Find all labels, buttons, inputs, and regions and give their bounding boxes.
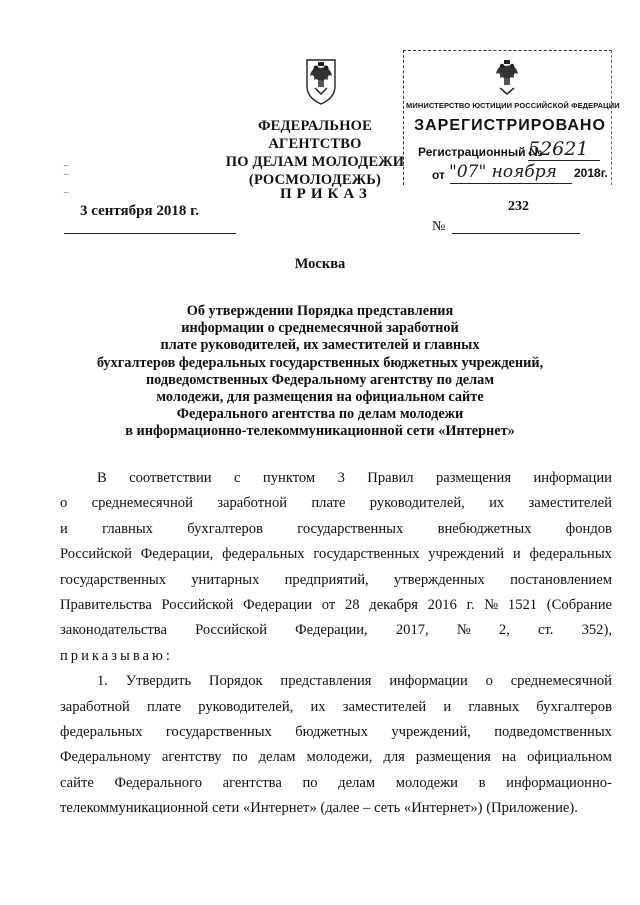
document-body [60,466,612,822]
word: фондов [565,520,612,537]
title-line: в информационно-телекоммуникационной сети «Интернет» [125,423,515,440]
word: государственных [313,546,420,563]
word: № [456,622,471,639]
stamp-date-label: от [432,168,445,182]
word: 352), [581,622,612,639]
agency-name-line1: ФЕДЕРАЛЬНОЕ АГЕНТСТВО [257,118,373,152]
document-type: ПРИКАЗ [280,186,372,202]
preamble-line [60,517,612,542]
document-date: 3 сентября 2018 г. [80,203,200,219]
word: бюджетных [295,724,368,741]
title-line: Об утверждении Порядка представления [186,303,454,319]
document-city: Москва [294,256,346,272]
word: государственных [297,520,404,537]
word: плате [311,495,346,512]
preamble-line [60,568,612,593]
word: Правил [367,470,414,486]
word: 2016 [427,597,457,614]
word: официальном [527,749,612,766]
document-title [80,303,560,441]
word: государственных [165,724,272,741]
order-word: приказываю: [60,647,173,664]
word: внебюджетных [437,520,532,537]
word: о [60,495,68,512]
word: учреждений [428,546,505,563]
word: и [60,520,68,537]
word: государственных [60,571,167,588]
word: декабря [369,597,418,614]
word: 2017, [395,622,429,639]
document-number: 232 [508,199,529,214]
number-underline [452,233,580,234]
margin-marks: – – – [64,160,69,197]
word: молодежи [395,774,458,791]
word: 3 [337,470,345,486]
preamble-line [60,593,612,618]
item-1-paragraph [60,669,612,796]
word: информационно- [506,774,612,791]
word: агентства [222,774,282,791]
item-1-line [60,695,612,720]
word: В [97,470,107,486]
word: Федерации, [295,622,368,639]
word: их [489,495,505,512]
title-line: плате руководителей, их заместителей и главных [160,337,480,354]
word: информации [533,470,612,486]
word: плате [147,698,182,715]
word: заработной [217,495,288,512]
word: заработной [60,698,130,715]
word: сайте [60,774,94,791]
word: информации [389,673,468,690]
word: делам [338,774,376,791]
word: агентству [161,749,222,766]
word: (Собрание [546,597,612,614]
stamp-registered-label: ЗАРЕГИСТРИРОВАНО [414,117,606,134]
stamp-reg-number-line [528,160,600,161]
word: утвержденных [393,571,485,588]
word: Федерации, [140,546,214,563]
word: Правительства [60,597,152,614]
word: Порядок [208,673,263,690]
word: о [485,673,493,690]
item-1-last-line [60,796,612,821]
word: № [484,597,499,614]
agency-name-line2: ПО ДЕЛАМ МОЛОДЕЖИ [225,154,405,170]
item-1-line [60,669,612,694]
word: предприятий, [284,571,369,588]
word: руководителей, [198,698,294,715]
word: федеральных [529,546,612,563]
word: Российской [161,597,234,614]
word: 1. [97,673,108,690]
word: главных [468,698,520,715]
word: постановлением [510,571,612,588]
stamp-date-handwritten: "07" ноября [449,162,557,182]
word: соответствии [129,470,212,486]
word: заместителей [342,698,427,715]
stamp-emblem [490,58,524,98]
word: подведомственных [494,724,612,741]
stamp-date-line [450,183,572,184]
word: среднемесячной [510,673,612,690]
word: от [321,597,336,614]
date-underline [64,233,236,234]
word: ст. [538,622,554,639]
stamp-reg-number-handwritten: 52621 [528,138,589,160]
title-line: Федерального агентства по делам молодежи [176,406,464,423]
stamp-year: 2018г. [574,166,608,180]
word: делам [258,749,296,766]
word: размещения [435,470,512,486]
word: 1521 [507,597,538,614]
item-1-line [60,720,612,745]
word: размещения [415,749,491,766]
word: законодательства [60,622,167,639]
preamble-line [60,618,612,643]
word: с [234,470,241,486]
word: Федеральному [60,749,151,766]
word: руководителей, [369,495,465,512]
title-line: подведомственных Федеральному агентству по делам [145,371,495,388]
item-1-last-text: телекоммуникационной сети «Интернет» (далее – сеть «Интернет») (Приложение). [60,800,578,817]
word: заместителей [528,495,612,512]
word: по [232,749,248,766]
preamble-line [60,466,612,491]
word: и [443,698,452,715]
word: бухгалтеров [536,698,612,715]
word: на [501,749,517,766]
word: федеральных [222,546,305,563]
word: 28 [344,597,360,614]
word: по [302,774,318,791]
word: Федерального [114,774,203,791]
title-line: информации о среднемесячной заработной [181,320,459,337]
word: федеральных [60,724,143,741]
word: среднемесячной [91,495,193,512]
agency-name-line3: (РОСМОЛОДЕЖЬ) [248,172,382,188]
word: главных [102,520,153,537]
item-1-line [60,771,612,796]
word: Российской [195,622,267,639]
word: бухгалтеров [187,520,263,537]
word: молодежи, [306,749,373,766]
order-word-line [60,644,612,669]
word: Федерации [243,597,313,614]
title-line: молодежи, для размещения на официальном сайте [156,389,484,406]
title-line: бухгалтеров федеральных государственных бюджетных учреждений, [96,354,544,371]
preamble-line [60,491,612,516]
item-1-line [60,745,612,770]
preamble-line [60,542,612,567]
word: и [512,546,521,563]
word: г. [466,597,475,614]
stamp-ministry-name: МИНИСТЕРСТВО ЮСТИЦИИ РОССИЙСКОЙ ФЕДЕРАЦИИ [406,101,620,110]
word: в [478,774,486,791]
preamble-paragraph [60,466,612,644]
word: Российской [60,546,132,563]
number-sign: № [432,219,446,234]
word: для [383,749,405,766]
word: 2, [498,622,510,639]
word: представления [280,673,372,690]
agency-name [210,117,420,189]
word: унитарных [191,571,260,588]
coat-of-arms-emblem [301,56,341,106]
word: пунктом [262,470,316,486]
stamp-reg-number-label: Регистрационный № [418,145,543,159]
word: их [310,698,326,715]
word: учреждений, [391,724,471,741]
word: Утвердить [125,673,192,690]
